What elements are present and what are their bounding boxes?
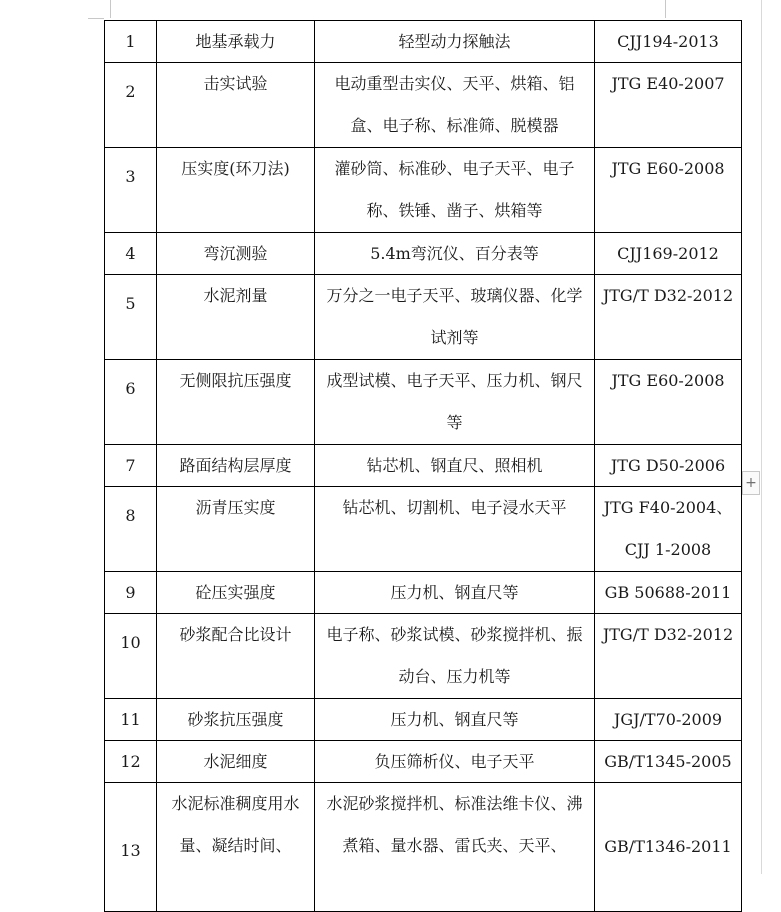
standard-cell: GB 50688-2011 [595,572,742,614]
row-number: 3 [105,148,157,233]
standard-cell: JTG/T D32-2012 [595,614,742,699]
standard-cell: JTG E40-2007 [595,63,742,148]
test-item: 砂浆配合比设计 [157,614,315,699]
row-number: 8 [105,487,157,572]
table-row [105,360,742,445]
row-number: 6 [105,360,157,445]
table-row [105,572,742,614]
standard-cell: JGJ/T70-2009 [595,699,742,741]
equipment-cell: 负压筛析仪、电子天平 [315,741,595,783]
test-item: 无侧限抗压强度 [157,360,315,445]
standard-cell: JTG/T D32-2012 [595,275,742,360]
standard-cell: CJJ169-2012 [595,233,742,275]
standard-cell: JTG E60-2008 [595,360,742,445]
test-item: 地基承载力 [157,21,315,63]
test-item: 压实度(环刀法) [157,148,315,233]
standard-cell: GB/T1345-2005 [595,741,742,783]
test-equipment-table [104,20,742,912]
page-edge [761,0,762,874]
row-number: 10 [105,614,157,699]
equipment-cell: 万分之一电子天平、玻璃仪器、化学试剂等 [315,275,595,360]
test-item: 水泥剂量 [157,275,315,360]
table-row [105,614,742,699]
page-corner-mark-right-vertical [665,0,666,18]
row-number: 1 [105,21,157,63]
table-row [105,445,742,487]
row-number: 2 [105,63,157,148]
table-row [105,487,742,572]
page-corner-mark-left [88,18,104,19]
equipment-cell: 轻型动力探触法 [315,21,595,63]
test-item: 击实试验 [157,63,315,148]
row-number: 7 [105,445,157,487]
equipment-cell: 钻芯机、钢直尺、照相机 [315,445,595,487]
test-item: 砂浆抗压强度 [157,699,315,741]
equipment-cell: 钻芯机、切割机、电子浸水天平 [315,487,595,572]
test-item: 砼压实强度 [157,572,315,614]
table-row [105,783,742,912]
equipment-cell: 电子称、砂浆试模、砂浆搅拌机、振动台、压力机等 [315,614,595,699]
test-item: 路面结构层厚度 [157,445,315,487]
equipment-cell: 灌砂筒、标准砂、电子天平、电子称、铁锤、凿子、烘箱等 [315,148,595,233]
standard-cell: GB/T1346-2011 [595,783,742,912]
row-number: 12 [105,741,157,783]
row-number: 11 [105,699,157,741]
test-item: 弯沉测验 [157,233,315,275]
equipment-cell: 电动重型击实仪、天平、烘箱、铝盒、电子称、标准筛、脱模器 [315,63,595,148]
row-number: 4 [105,233,157,275]
equipment-cell: 成型试模、电子天平、压力机、钢尺等 [315,360,595,445]
row-number: 13 [105,783,157,912]
equipment-cell: 压力机、钢直尺等 [315,572,595,614]
standard-cell: JTG F40-2004、CJJ 1-2008 [595,487,742,572]
table-row [105,148,742,233]
test-item: 水泥细度 [157,741,315,783]
table-row [105,275,742,360]
equipment-cell: 水泥砂浆搅拌机、标准法维卡仪、沸煮箱、量水器、雷氏夹、天平、 [315,783,595,912]
table-row [105,21,742,63]
standard-cell: CJJ194-2013 [595,21,742,63]
table-row [105,741,742,783]
row-number: 5 [105,275,157,360]
row-number: 9 [105,572,157,614]
page-corner-mark-left-vertical [110,0,111,18]
equipment-cell: 5.4m弯沉仪、百分表等 [315,233,595,275]
standard-cell: JTG D50-2006 [595,445,742,487]
table-row [105,63,742,148]
table-row [105,233,742,275]
test-item: 水泥标准稠度用水量、凝结时间、 [157,783,315,912]
equipment-cell: 压力机、钢直尺等 [315,699,595,741]
standard-cell: JTG E60-2008 [595,148,742,233]
add-row-button[interactable]: + [742,471,760,495]
table-row [105,699,742,741]
test-item: 沥青压实度 [157,487,315,572]
